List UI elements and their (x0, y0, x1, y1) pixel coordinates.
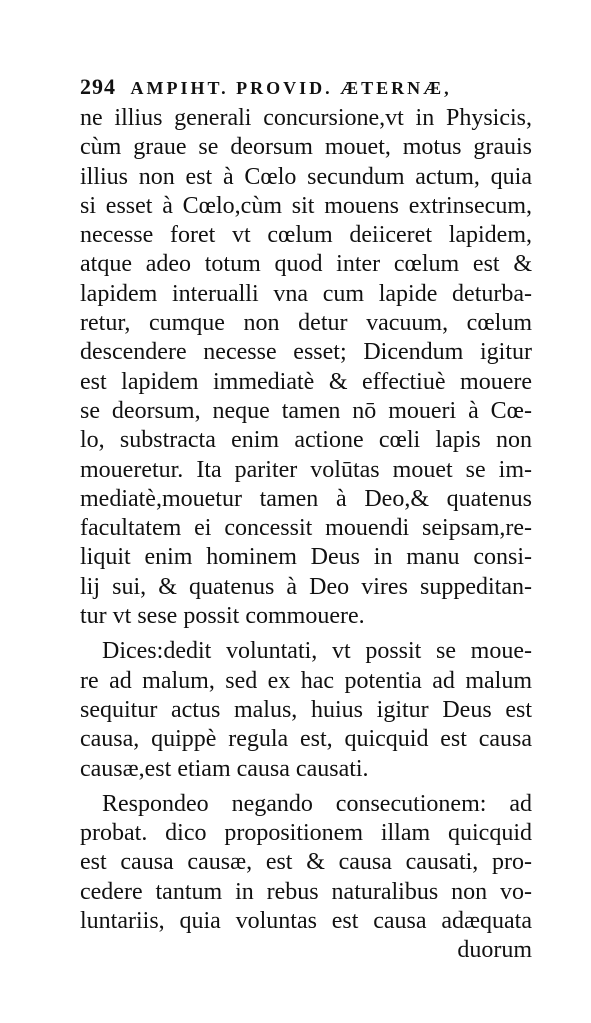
running-title: AMPIHT. PROVID. ÆTERNÆ, (130, 78, 452, 98)
text-line: re ad malum, sed ex hac potentia ad malum (80, 667, 532, 694)
text-line: sequitur actus malus, huius igitur Deus est (80, 696, 532, 723)
text-line: retur, cumque non detur vacuum, cœlum (80, 310, 532, 337)
text-line: Respondeo negando consecutionem: ad (102, 790, 532, 817)
paragraph-3 (80, 790, 532, 936)
text-line: est causa causæ, est & causa causati, pro- (80, 849, 532, 876)
text-line: lo, substracta enim actione cœli lapis non (80, 427, 532, 454)
text-line: probat. dico propositionem illam quicquid (80, 820, 532, 847)
text-line: atque adeo totum quod inter cœlum est & (80, 251, 532, 278)
text-line: moueretur. Ita pariter volūtas mouet se im- (80, 456, 532, 483)
text-line: ne illius generali concursione,vt in Physicis, (80, 105, 532, 131)
text-line: cedere tantum in rebus naturalibus non vo- (80, 878, 532, 905)
page-number: 294 (80, 74, 116, 99)
text-line: si esset à Cœlo,cùm sit mouens extrinsecum, (80, 192, 532, 219)
text-line: lapidem interualli vna cum lapide deturba- (80, 280, 532, 307)
text-line: est lapidem immediatè & effectiuè mouere (80, 368, 532, 395)
catchword: duorum (457, 937, 532, 964)
text-line: illius non est à Cœlo secundum actum, quia (80, 163, 532, 190)
text-line: cùm graue se deorsum mouet, motus grauis (80, 134, 532, 161)
text-line: Dices:dedit voluntati, vt possit se moue- (102, 638, 532, 665)
running-head (80, 70, 532, 104)
text-line: facultatem ei concessit mouendi seipsam,re- (80, 515, 532, 542)
text-line: lij sui, & quatenus à Deo vires suppeditan- (80, 573, 532, 600)
text-line: causæ,est etiam causa causati. (80, 755, 369, 782)
paragraph-2 (80, 637, 532, 783)
text-line: tur vt sese possit commouere. (80, 603, 365, 630)
book-page (80, 70, 532, 966)
text-line: causa, quippè regula est, quicquid est causa (80, 726, 532, 753)
text-line: se deorsum, neque tamen nō moueri à Cœ- (80, 397, 532, 424)
text-line: mediatè,mouetur tamen à Deo,& quatenus (80, 485, 532, 512)
text-line: liquit enim hominem Deus in manu consi- (80, 544, 532, 571)
text-line: luntariis, quia voluntas est causa adæquata (80, 908, 532, 935)
paragraph-1 (80, 104, 532, 631)
text-line: descendere necesse esset; Dicendum igitur (80, 339, 532, 366)
text-line: necesse foret vt cœlum deiiceret lapidem, (80, 222, 532, 249)
